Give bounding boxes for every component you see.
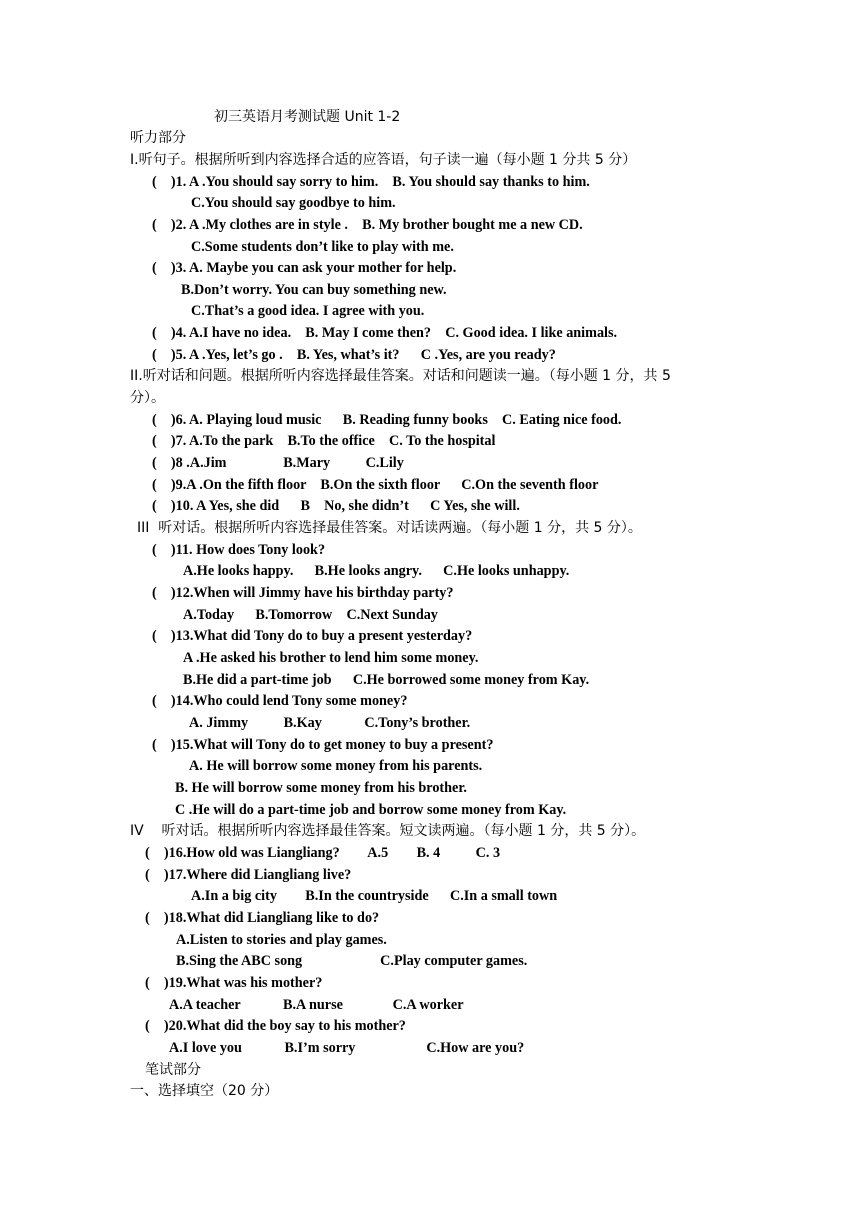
- question-line: ( )10. A Yes, she did B No, she didn’t C Yes, she will.: [152, 498, 520, 514]
- writing-section-header: 笔试部分: [145, 1062, 201, 1078]
- question-line: ( )5. A .Yes, let’s go . B. Yes, what’s it? C .Yes, are you ready?: [152, 347, 556, 363]
- section-1-heading: I.听句子。根据所听到内容选择合适的应答语，句子读一遍（每小题 1 分共 5 分）: [130, 152, 637, 168]
- question-line: A. He will borrow some money from his parents.: [189, 758, 483, 774]
- question-line: ( )14.Who could lend Tony some money?: [152, 693, 408, 709]
- section-2-heading: II.听对话和问题。根据所听内容选择最佳答案。对话和问题读一遍。（每小题 1 分，共 5: [130, 368, 671, 384]
- question-line: ( )18.What did Liangliang like to do?: [145, 910, 380, 926]
- question-line: A.In a big city B.In the countryside C.In a small town: [191, 888, 558, 904]
- question-line: B.He did a part-time job C.He borrowed some money from Kay.: [183, 672, 590, 688]
- question-line: C.You should say goodbye to him.: [191, 195, 396, 211]
- question-line: ( )6. A. Playing loud music B. Reading funny books C. Eating nice food.: [152, 412, 622, 428]
- question-line: B.Sing the ABC song C.Play computer games.: [176, 953, 528, 969]
- question-line: A. Jimmy B.Kay C.Tony’s brother.: [189, 715, 471, 731]
- question-line: ( )9.A .On the fifth floor B.On the sixth floor C.On the seventh floor: [152, 477, 599, 493]
- section-5-heading: 一、选择填空（20 分）: [130, 1083, 279, 1099]
- question-line: ( )11. How does Tony look?: [152, 542, 326, 558]
- question-line: ( )7. A.To the park B.To the office C. To the hospital: [152, 433, 496, 449]
- listening-section-header: 听力部分: [130, 130, 186, 146]
- question-line: ( )4. A.I have no idea. B. May I come then? C. Good idea. I like animals.: [152, 325, 618, 341]
- question-line: A.I love you B.I’m sorry C.How are you?: [169, 1040, 525, 1056]
- question-line: C.Some students don’t like to play with me.: [191, 239, 454, 255]
- section-4-heading: IV 听对话。根据所听内容选择最佳答案。短文读两遍。（每小题 1 分，共 5 分）。: [130, 823, 646, 839]
- question-line: ( )2. A .My clothes are in style . B. My brother bought me a new CD.: [152, 217, 583, 233]
- question-line: ( )13.What did Tony do to buy a present yesterday?: [152, 628, 473, 644]
- question-line: ( )15.What will Tony do to get money to buy a present?: [152, 737, 494, 753]
- question-line: B.Don’t worry. You can buy something new.: [181, 282, 447, 298]
- question-line: ( )3. A. Maybe you can ask your mother for help.: [152, 260, 457, 276]
- question-line: C .He will do a part-time job and borrow some money from Kay.: [175, 802, 567, 818]
- question-line: ( )19.What was his mother?: [145, 975, 323, 991]
- section-2-heading-cont: 分）。: [130, 390, 165, 406]
- question-line: ( )12.When will Jimmy have his birthday party?: [152, 585, 454, 601]
- document-title: 初三英语月考测试题 Unit 1-2: [214, 109, 401, 125]
- question-line: ( )20.What did the boy say to his mother?: [145, 1018, 406, 1034]
- question-line: ( )16.How old was Liangliang? A.5 B. 4 C. 3: [145, 845, 501, 861]
- question-line: ( )17.Where did Liangliang live?: [145, 867, 352, 883]
- section-3-heading: III 听对话。根据所听内容选择最佳答案。对话读两遍。（每小题 1 分，共 5 分）。: [137, 520, 642, 536]
- question-line: B. He will borrow some money from his brother.: [175, 780, 467, 796]
- question-line: A.Listen to stories and play games.: [176, 932, 387, 948]
- question-line: A.A teacher B.A nurse C.A worker: [169, 997, 464, 1013]
- question-line: C.That’s a good idea. I agree with you.: [191, 303, 425, 319]
- question-line: A.He looks happy. B.He looks angry. C.He looks unhappy.: [183, 563, 570, 579]
- question-line: A.Today B.Tomorrow C.Next Sunday: [183, 607, 438, 623]
- question-line: ( )8 .A.Jim B.Mary C.Lily: [152, 455, 404, 471]
- question-line: ( )1. A .You should say sorry to him. B. You should say thanks to him.: [152, 174, 590, 190]
- question-line: A .He asked his brother to lend him some money.: [183, 650, 479, 666]
